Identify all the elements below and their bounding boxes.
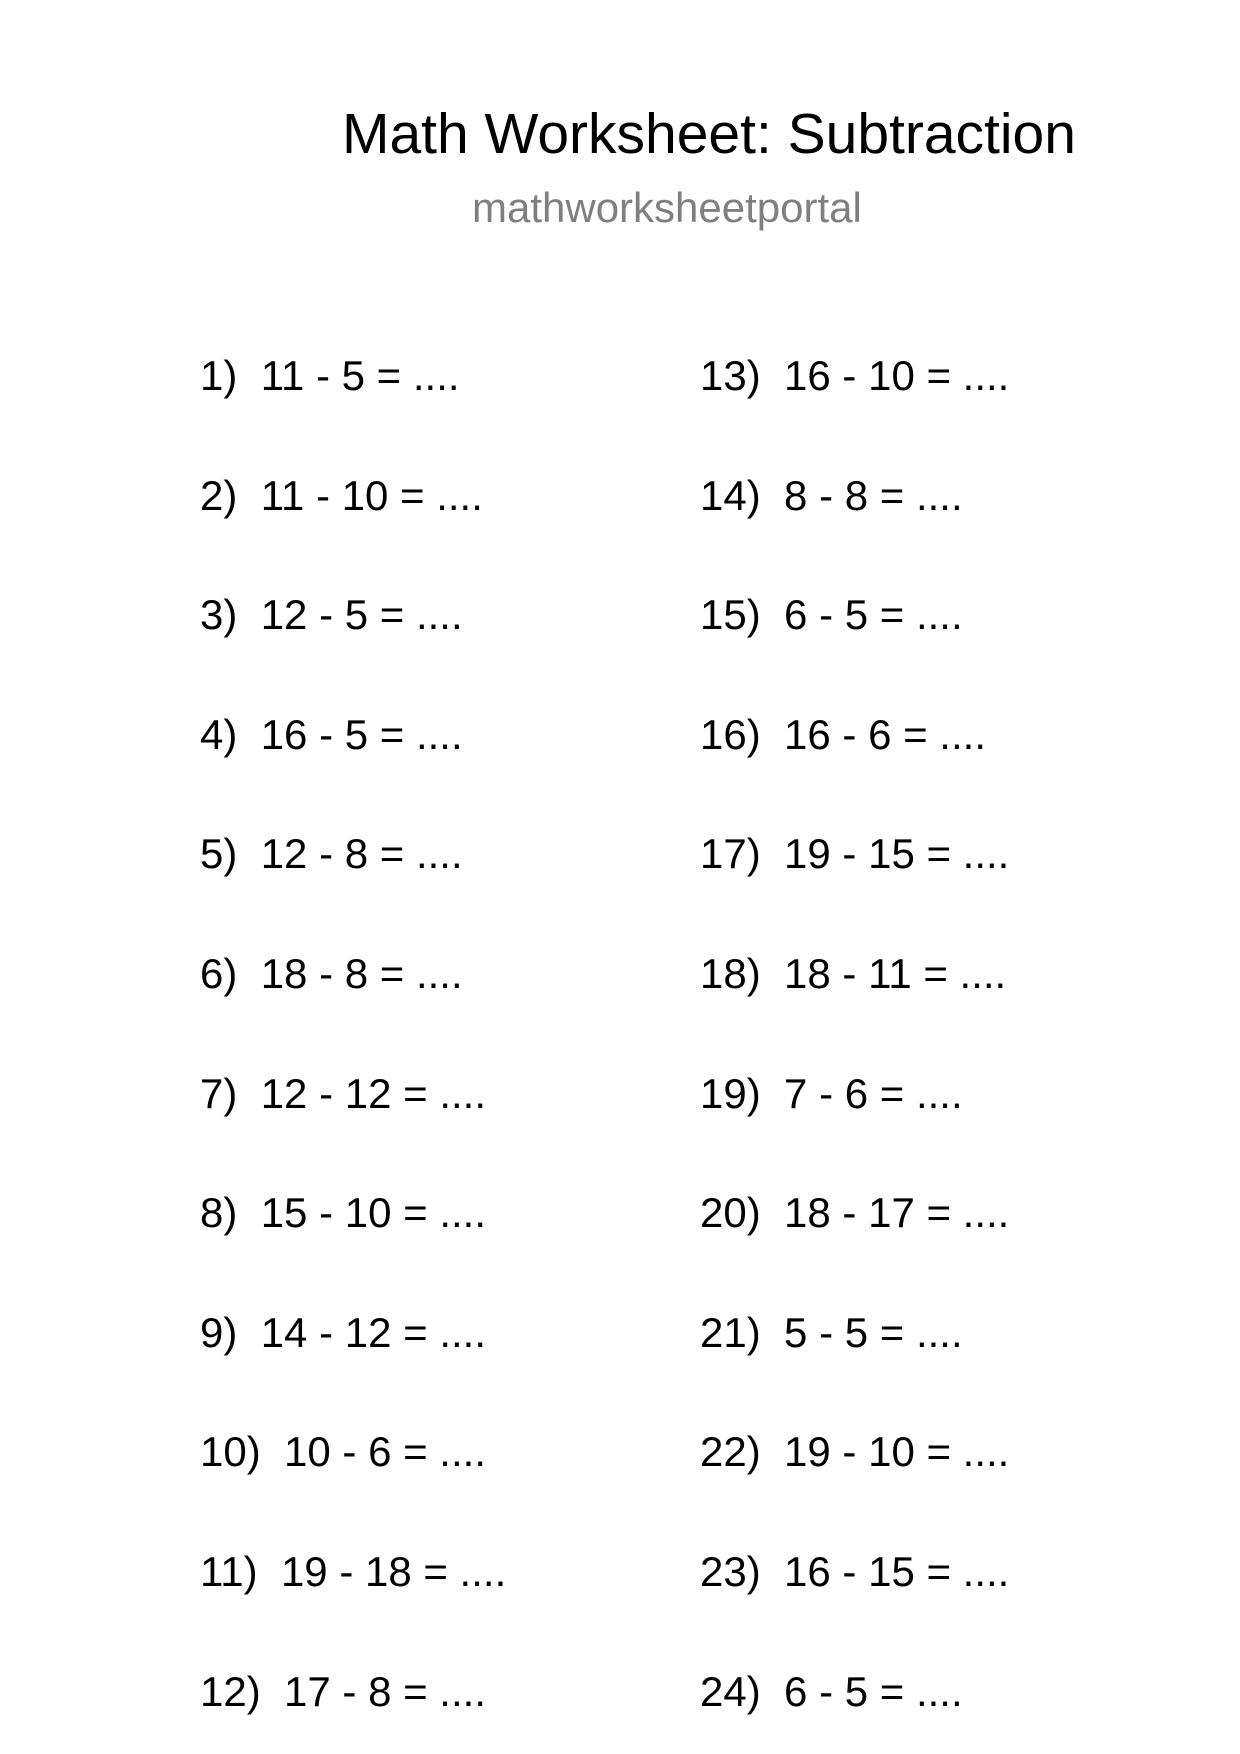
problem-item <box>200 829 463 879</box>
problem-item <box>700 1308 963 1358</box>
problem-item <box>700 829 1009 879</box>
problem-item <box>700 949 1006 999</box>
problem-expression: 12 - 5 = .... <box>260 591 463 638</box>
problem-expression: 19 - 15 = .... <box>784 830 1010 877</box>
problem-expression: 19 - 10 = .... <box>784 1428 1010 1475</box>
problem-number: 23) <box>700 1548 761 1595</box>
problem-number: 10) <box>200 1428 261 1475</box>
problem-expression: 7 - 6 = .... <box>784 1070 963 1117</box>
problem-number: 9) <box>200 1309 238 1356</box>
problem-expression: 19 - 18 = .... <box>280 1548 507 1595</box>
problem-expression: 6 - 5 = .... <box>784 591 963 638</box>
problem-expression: 16 - 6 = .... <box>784 711 986 758</box>
problem-expression: 18 - 17 = .... <box>784 1189 1010 1236</box>
problem-item <box>700 1667 963 1717</box>
problem-expression: 18 - 8 = .... <box>260 950 463 997</box>
problem-item <box>200 590 463 640</box>
worksheet-title: Math Worksheet: Subtraction <box>342 102 1076 166</box>
problem-item <box>700 1069 963 1119</box>
problem-item <box>200 471 483 521</box>
problem-expression: 15 - 10 = .... <box>260 1189 487 1236</box>
problem-expression: 16 - 5 = .... <box>260 711 463 758</box>
problem-number: 6) <box>200 950 238 997</box>
problem-item <box>200 351 460 401</box>
problem-expression: 8 - 8 = .... <box>784 472 963 519</box>
problem-number: 13) <box>700 352 761 399</box>
problem-number: 22) <box>700 1428 761 1475</box>
problem-item <box>700 351 1009 401</box>
problem-number: 20) <box>700 1189 761 1236</box>
problem-item <box>700 1547 1009 1597</box>
problem-item <box>200 1069 486 1119</box>
problem-number: 14) <box>700 472 761 519</box>
problem-number: 19) <box>700 1070 761 1117</box>
problem-expression: 16 - 15 = .... <box>784 1548 1010 1595</box>
problem-number: 21) <box>700 1309 761 1356</box>
worksheet-source: mathworksheetportal <box>472 184 862 231</box>
problem-expression: 5 - 5 = .... <box>784 1309 963 1356</box>
problem-item <box>700 1427 1009 1477</box>
problem-item <box>200 1308 486 1358</box>
problem-expression: 17 - 8 = .... <box>284 1668 486 1715</box>
problem-item <box>200 1188 486 1238</box>
problem-number: 15) <box>700 591 761 638</box>
problem-expression: 11 - 5 = .... <box>260 352 460 399</box>
problem-expression: 12 - 8 = .... <box>260 830 463 877</box>
problem-number: 12) <box>200 1668 261 1715</box>
problem-number: 7) <box>200 1070 238 1117</box>
problem-number: 16) <box>700 711 761 758</box>
problem-item <box>200 710 463 760</box>
problem-number: 3) <box>200 591 238 638</box>
problem-expression: 16 - 10 = .... <box>784 352 1010 399</box>
problem-number: 4) <box>200 711 238 758</box>
problem-number: 24) <box>700 1668 761 1715</box>
problem-item <box>200 1667 486 1717</box>
problem-number: 5) <box>200 830 238 877</box>
problem-number: 18) <box>700 950 761 997</box>
problem-number: 11) <box>200 1548 258 1595</box>
problem-expression: 10 - 6 = .... <box>284 1428 486 1475</box>
problem-expression: 11 - 10 = .... <box>260 472 483 519</box>
problem-number: 1) <box>200 352 238 399</box>
problem-expression: 6 - 5 = .... <box>784 1668 963 1715</box>
problem-item <box>700 1188 1009 1238</box>
problem-number: 8) <box>200 1189 238 1236</box>
problem-item <box>200 1547 506 1597</box>
problem-item <box>200 949 463 999</box>
problem-expression: 12 - 12 = .... <box>260 1070 487 1117</box>
problem-item <box>700 590 963 640</box>
problem-number: 2) <box>200 472 238 519</box>
problem-item <box>700 471 963 521</box>
problem-expression: 18 - 11 = .... <box>784 950 1007 997</box>
problem-item <box>200 1427 486 1477</box>
problem-number: 17) <box>700 830 761 877</box>
problem-item <box>700 710 986 760</box>
problem-expression: 14 - 12 = .... <box>260 1309 487 1356</box>
